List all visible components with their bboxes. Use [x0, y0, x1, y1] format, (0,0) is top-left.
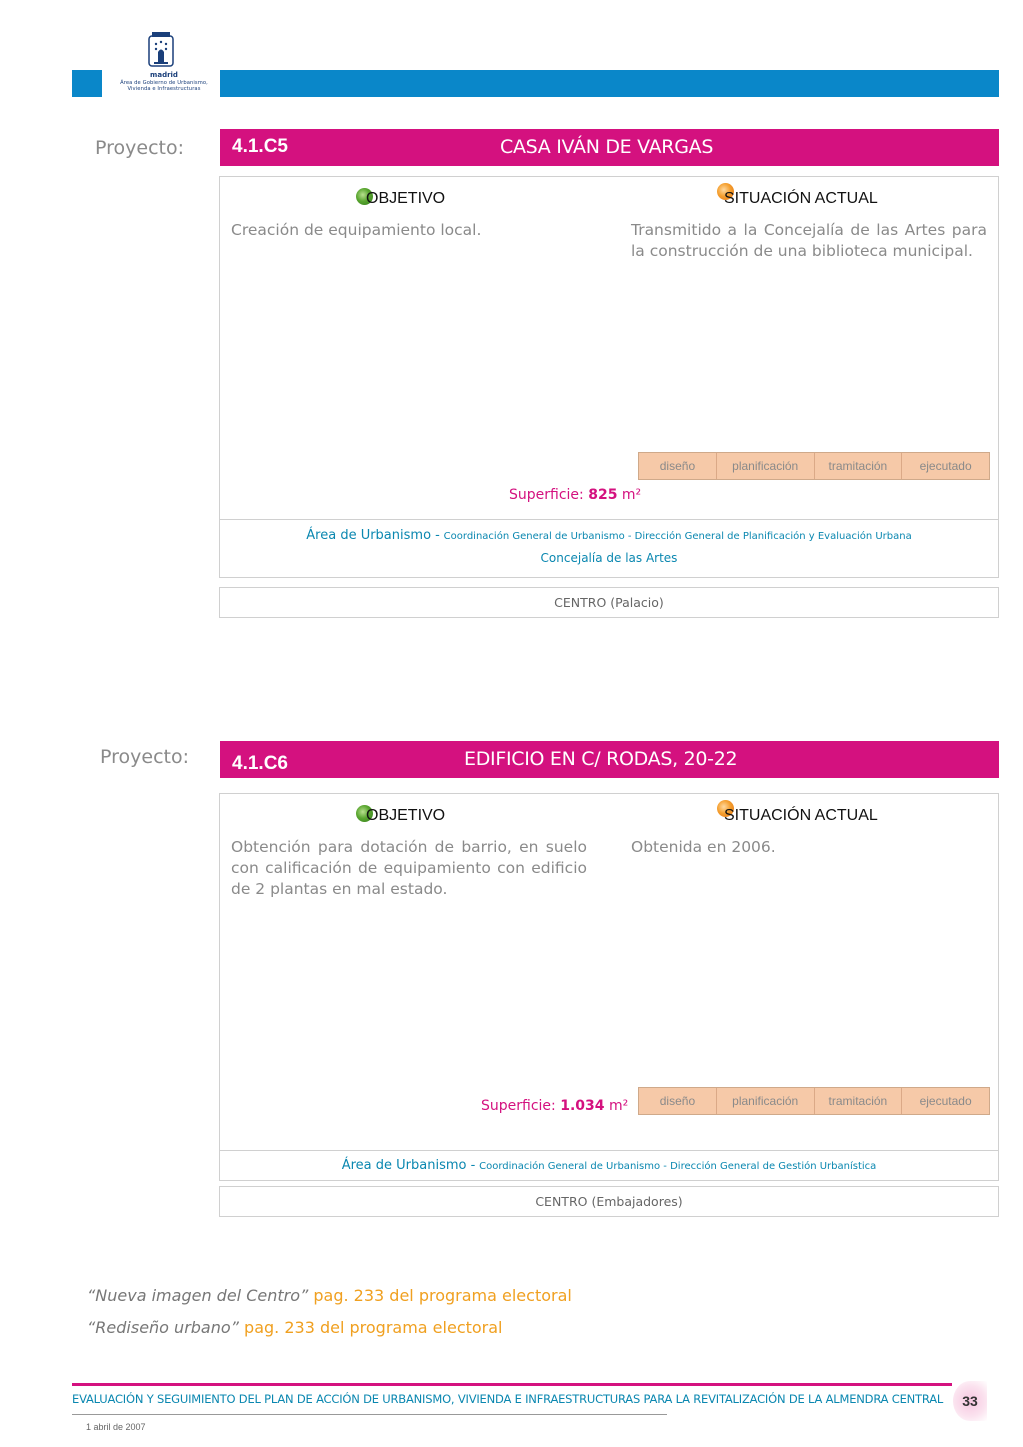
- page-number: 33: [953, 1381, 987, 1421]
- responsible-line: [220, 1158, 998, 1173]
- phase-executed: ejecutado: [919, 459, 972, 473]
- superficie-unit: m²: [608, 1098, 629, 1114]
- responsible-detail: Coordinación General de Urbanismo - Dirección General de Planificación y Evaluación Urbana: [443, 531, 912, 542]
- situacion-heading: SITUACIÓN ACTUAL: [724, 190, 878, 207]
- project-label: Proyecto:: [95, 137, 184, 159]
- location-box: [219, 1186, 999, 1217]
- responsible-area: Área de Urbanismo -: [306, 528, 440, 543]
- reference-quote: “Rediseño urbano”: [87, 1318, 239, 1337]
- reference-page: pag. 233 del programa electoral: [313, 1286, 572, 1305]
- footer-title: EVALUACIÓN Y SEGUIMIENTO DEL PLAN DE ACCIÓN DE URBANISMO, VIVIENDA E INFRAESTRUCTURAS PARA LA REVITALIZACIÓN DE LA ALMENDRA CENTRAL: [72, 1392, 944, 1406]
- superficie-value: 1.034: [560, 1098, 605, 1114]
- project-name: CASA IVÁN DE VARGAS: [500, 136, 714, 158]
- phase-planning: planificación: [717, 453, 815, 479]
- header-bar: [220, 70, 999, 97]
- situacion-heading: SITUACIÓN ACTUAL: [724, 807, 878, 824]
- location-text: CENTRO (Palacio): [554, 595, 664, 610]
- phase-design: diseño: [639, 1088, 717, 1114]
- responsible-detail: Coordinación General de Urbanismo - Dirección General de Gestión Urbanística: [479, 1161, 877, 1172]
- project-title-bar: [220, 741, 999, 778]
- superficie-unit: m²: [621, 487, 642, 503]
- phase-table: [638, 452, 990, 480]
- responsible-box: [219, 519, 999, 578]
- objetivo-heading: OBJETIVO: [366, 807, 446, 824]
- phase-processing: tramitación: [815, 1088, 903, 1114]
- responsible-area: Área de Urbanismo -: [341, 1158, 476, 1173]
- objetivo-text: Obtención para dotación de barrio, en suelo con calificación de equipamiento con edificio de 2 plantas en mal estado.: [231, 838, 587, 898]
- reference-quote: “Nueva imagen del Centro”: [87, 1286, 309, 1305]
- header-logo-box: [72, 70, 102, 97]
- phase-planning: planificación: [717, 1088, 815, 1114]
- footer-rule: [72, 1414, 667, 1415]
- phase-design: diseño: [639, 453, 717, 479]
- objetivo-text: Creación de equipamiento local.: [231, 221, 482, 239]
- location-text: CENTRO (Embajadores): [535, 1194, 683, 1209]
- objetivo-heading: OBJETIVO: [366, 190, 446, 207]
- location-box: [219, 587, 999, 618]
- project-code: 4.1.C5: [232, 136, 288, 157]
- project-title-bar: [220, 129, 999, 166]
- footer-line: [72, 1383, 952, 1386]
- project-code: 4.1.C6: [232, 753, 288, 774]
- logo-subtitle: Área de Gobierno de Urbanismo, Vivienda e Infraestructuras: [120, 80, 208, 92]
- superficie: Superficie: 1.034 m²: [481, 1098, 629, 1114]
- situacion-text: Transmitido a la Concejalía de las Artes para la construcción de una biblioteca municipal.: [631, 221, 987, 260]
- superficie: Superficie: 825 m²: [509, 487, 642, 503]
- madrid-crest-icon: [147, 32, 175, 70]
- phase-table: [638, 1087, 990, 1115]
- phase-executed: ejecutado: [919, 1094, 972, 1108]
- reference-page: pag. 233 del programa electoral: [244, 1318, 503, 1337]
- program-reference: [87, 1318, 503, 1337]
- program-reference: [87, 1286, 572, 1305]
- situacion-text: Obtenida en 2006.: [631, 838, 776, 856]
- project-label: Proyecto:: [100, 746, 189, 768]
- responsible-box: [219, 1150, 999, 1181]
- logo-name: madrid: [150, 71, 178, 79]
- responsible-line: [220, 528, 998, 543]
- responsible-second: Concejalía de las Artes: [540, 551, 678, 565]
- project-name: EDIFICIO EN C/ RODAS, 20-22: [464, 748, 738, 770]
- superficie-value: 825: [588, 487, 618, 503]
- footer-date: 1 abril de 2007: [86, 1422, 146, 1432]
- phase-processing: tramitación: [815, 453, 903, 479]
